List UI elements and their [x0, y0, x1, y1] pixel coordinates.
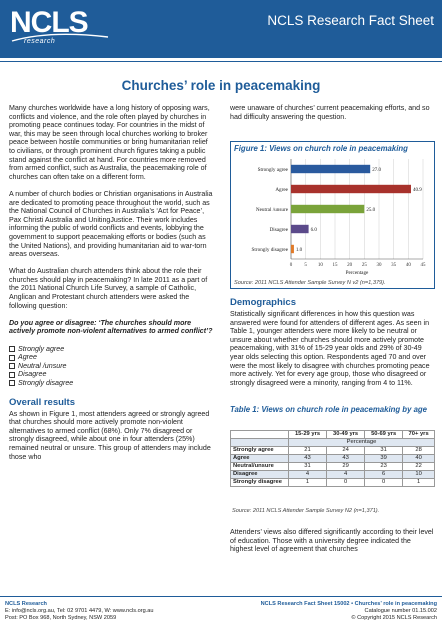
- x-tick-label: 5: [304, 263, 307, 268]
- option-item: Strongly agree: [9, 345, 215, 354]
- x-axis-label: Percentage: [345, 270, 369, 276]
- percentage-label: Percentage: [289, 439, 435, 447]
- logo-text: NCLS: [10, 6, 88, 39]
- data-label: 40.9: [412, 187, 422, 193]
- figure-title: Figure 1: Views on church role in peacemaking: [234, 144, 408, 153]
- option-item: Strongly disagree: [9, 379, 215, 388]
- option-item: Neutral /unsure: [9, 362, 215, 371]
- table-1: [230, 430, 435, 487]
- left-column: [9, 104, 215, 470]
- intro-paragraph: Many churches worldwide have a long history of opposing wars, conflicts and violence, and the role often played by churches in promoting peace continues today. For countries in the midst of war, this may be seen through local churches working to broker peace between hostile communities or bring humanitarian relief to civilians, or through prominent church figures taking a public stand against the conflict at hand. For countries more removed from armed conflict, such as Australia, the peacemaking role of churches can often take on a different form.: [9, 104, 210, 181]
- footer-catalogue: Catalogue number 01.15.002: [364, 608, 437, 614]
- footer-address: Post: PO Box 968, North Sydney, NSW 2059: [5, 615, 117, 621]
- footer-fact-sheet: NCLS Research Fact Sheet 15002 • Churches’ role in peacemaking: [260, 601, 437, 607]
- checkbox-icon: [9, 372, 15, 378]
- logo-sub: research: [24, 38, 56, 45]
- table-row: Neutral/unsure 31 29 23 22: [231, 463, 435, 471]
- header-rule: [0, 61, 442, 62]
- x-tick-label: 20: [347, 263, 353, 268]
- data-label: 6.0: [310, 227, 317, 233]
- bar: [291, 185, 411, 193]
- header-banner: [0, 0, 442, 58]
- x-tick-label: 15: [332, 263, 338, 268]
- question-intro-paragraph: What do Australian church attenders think about the role their churches should play in peacemaking? In late 2011 as a part of the 2011 National Church Life Survey, a sample of Catholic, Anglican and Protestant church attenders were asked the following question:: [9, 267, 208, 310]
- organisations-paragraph: A number of church bodies or Christian organisations in Australia are dedicated to promoting peace throughout the world, such as the National Council of Churches in Australia’s ‘Act for Peace’, Pax Christi Australia and UnitingJustice. Their work includes informing the public of world conflicts and events, lobbying the government to support peacemaking efforts or bodies (such as the United Nations), and providing humanitarian aid to war-torn areas overseas.: [9, 189, 213, 259]
- table-row: Strongly disagree 1 0 0 1: [231, 479, 435, 487]
- category-label: Agree: [275, 186, 288, 193]
- x-tick-label: 10: [317, 263, 323, 268]
- table-header-row: 15-29 yrs 30-49 yrs 50-69 yrs 70+ yrs: [231, 431, 435, 439]
- checkbox-icon: [9, 346, 15, 352]
- footer-right: [261, 601, 437, 622]
- continued-paragraph: were unaware of churches’ current peacemaking efforts, and so had difficulty answering the question.: [230, 104, 430, 121]
- data-label: 1.0: [295, 247, 303, 253]
- table-row: Strongly agree 21 24 31 28: [231, 447, 435, 455]
- checkbox-icon: [9, 355, 15, 361]
- answer-options: [9, 345, 215, 388]
- figure-source: Source: 2011 NCLS Attender Sample Survey N v2 (n=1,379).: [234, 280, 386, 286]
- bar: [291, 165, 370, 173]
- header-title: NCLS Research Fact Sheet: [267, 13, 434, 28]
- demographics-section: [230, 297, 435, 387]
- bar: [291, 245, 294, 253]
- x-tick-label: 25: [361, 263, 367, 268]
- table-percentage-row: [231, 439, 435, 447]
- education-section: [230, 528, 435, 554]
- x-tick-label: 30: [376, 263, 382, 268]
- table-source: Source: 2011 NCLS Attender Sample Survey N2 (n=1,371).: [232, 508, 380, 514]
- checkbox-icon: [9, 380, 15, 386]
- figure-1: [230, 141, 435, 289]
- footer-copyright: © Copyright 2015 NCLS Research: [351, 615, 437, 621]
- bar-chart: [231, 155, 434, 277]
- ncls-logo: [10, 6, 122, 50]
- x-tick-label: 35: [391, 263, 397, 268]
- table-row: Disagree 4 4 6 10: [231, 471, 435, 479]
- page-title: Churches’ role in peacemaking: [121, 78, 321, 93]
- table-row: Agree 43 43 39 40: [231, 455, 435, 463]
- footer-contact: E: info@ncls.org.au, Tel: 02 9701 4479, W: www.ncls.org.au: [5, 608, 154, 614]
- category-label: Strongly disagree: [251, 246, 288, 253]
- bar: [291, 205, 364, 213]
- option-item: Disagree: [9, 370, 215, 379]
- category-label: Disagree: [269, 226, 288, 233]
- option-item: Agree: [9, 353, 215, 362]
- education-paragraph: Attenders’ views also differed significantly according to their level of education. Those with a university degree indicated the highest level of agreement that churches: [230, 528, 434, 554]
- demographics-paragraph: Statistically significant differences in how this question was answered were found for attenders of different ages. As seen in Table 1, younger attenders were more likely to be neutral or unsure about whether churches should more actively promote peacemaking, with 31% of 15-29 year olds and 29% of 30-49 year olds selecting this option. Respondents aged 70 and over were the most likely to disagree with churches promoting peace more actively. Yet for every age group, those who disagreed or strongly disagreed were a minority, ranging from 4 to 11%.: [230, 310, 430, 387]
- x-tick-label: 45: [420, 263, 426, 268]
- footer-org: NCLS Research: [5, 601, 47, 607]
- overall-results-heading: Overall results: [9, 396, 76, 408]
- category-label: Strongly agree: [257, 166, 288, 173]
- footer: [0, 597, 442, 635]
- survey-question: Do you agree or disagree: ‘The churches should more actively promote non-violent alternatives to armed conflict’?: [9, 318, 213, 336]
- x-tick-label: 40: [405, 263, 411, 268]
- table-title: Table 1: Views on church role in peacemaking by age: [230, 405, 428, 414]
- data-label: 27.0: [372, 167, 381, 173]
- category-label: Neutral /unsure: [255, 206, 288, 213]
- overall-results-paragraph: As shown in Figure 1, most attenders agreed or strongly agreed that churches should more actively promote non-violent alternatives to armed conflict (68%). Only 7% disagreed or strongly disagreed, while about one in four attenders (25%) remained neutral or unsure. This group of attenders may include those who: [9, 409, 211, 461]
- bar: [291, 225, 309, 233]
- x-tick-label: 0: [289, 263, 293, 268]
- right-column-top: [230, 104, 435, 130]
- demographics-heading: Demographics: [230, 297, 296, 308]
- data-label: 25.0: [366, 207, 376, 213]
- footer-left: [5, 601, 154, 622]
- checkbox-icon: [9, 363, 15, 369]
